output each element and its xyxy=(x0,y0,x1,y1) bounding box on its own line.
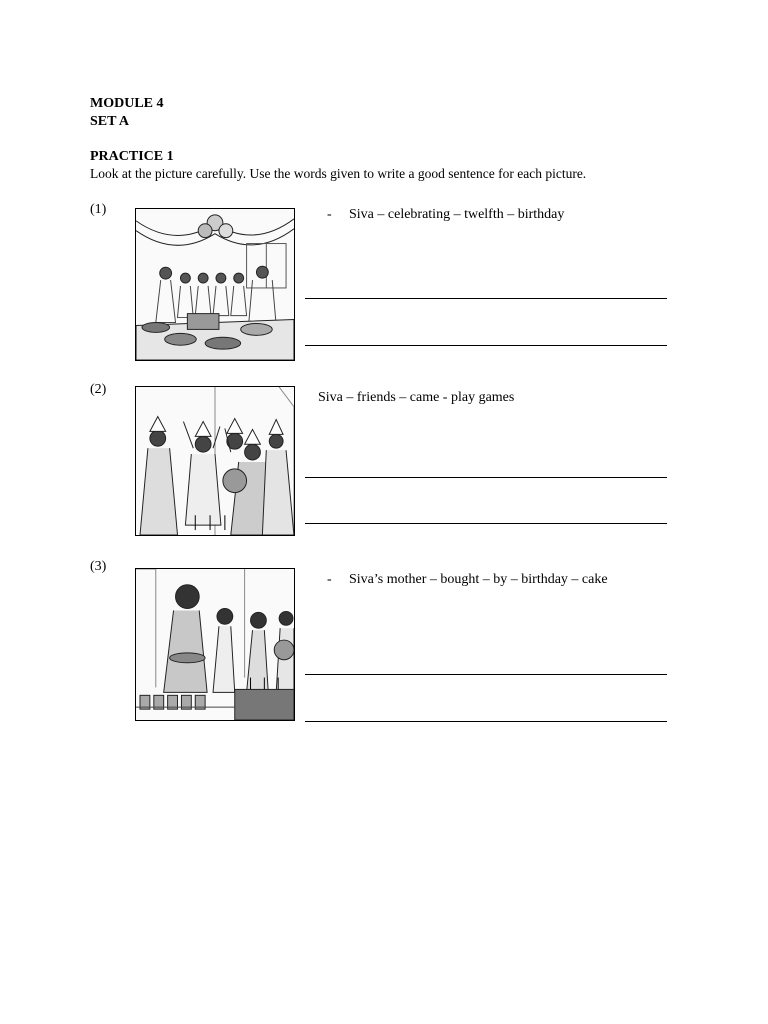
answer-line[interactable] xyxy=(305,477,667,478)
prompt-bullet: - xyxy=(327,572,332,587)
instructions: Look at the picture carefully. Use the words given to write a good sentence for each picture. xyxy=(90,166,587,181)
word-prompt-1 xyxy=(327,207,564,223)
practice-title: PRACTICE 1 xyxy=(90,149,174,164)
party-table-illustration xyxy=(135,208,295,361)
prompt-bullet: - xyxy=(327,207,332,222)
question-number-1: (1) xyxy=(90,202,107,217)
answer-line[interactable] xyxy=(305,721,667,722)
friends-cheering-illustration xyxy=(135,386,295,536)
word-prompt-3 xyxy=(327,572,608,588)
question-number-2: (2) xyxy=(90,382,107,397)
prompt-text: Siva – friends – came - play games xyxy=(318,390,515,405)
answer-line[interactable] xyxy=(305,298,667,299)
set-title: SET A xyxy=(90,114,130,129)
prompt-text: Siva’s mother – bought – by – birthday – cake xyxy=(349,572,608,587)
answer-line[interactable] xyxy=(305,523,667,524)
question-number-3: (3) xyxy=(90,559,107,574)
prompt-text: Siva – celebrating – twelfth – birthday xyxy=(349,207,565,222)
module-title: MODULE 4 xyxy=(90,96,164,111)
answer-line[interactable] xyxy=(305,345,667,346)
mother-with-cake-illustration xyxy=(135,568,295,721)
answer-line[interactable] xyxy=(305,674,667,675)
word-prompt-2 xyxy=(318,390,514,406)
